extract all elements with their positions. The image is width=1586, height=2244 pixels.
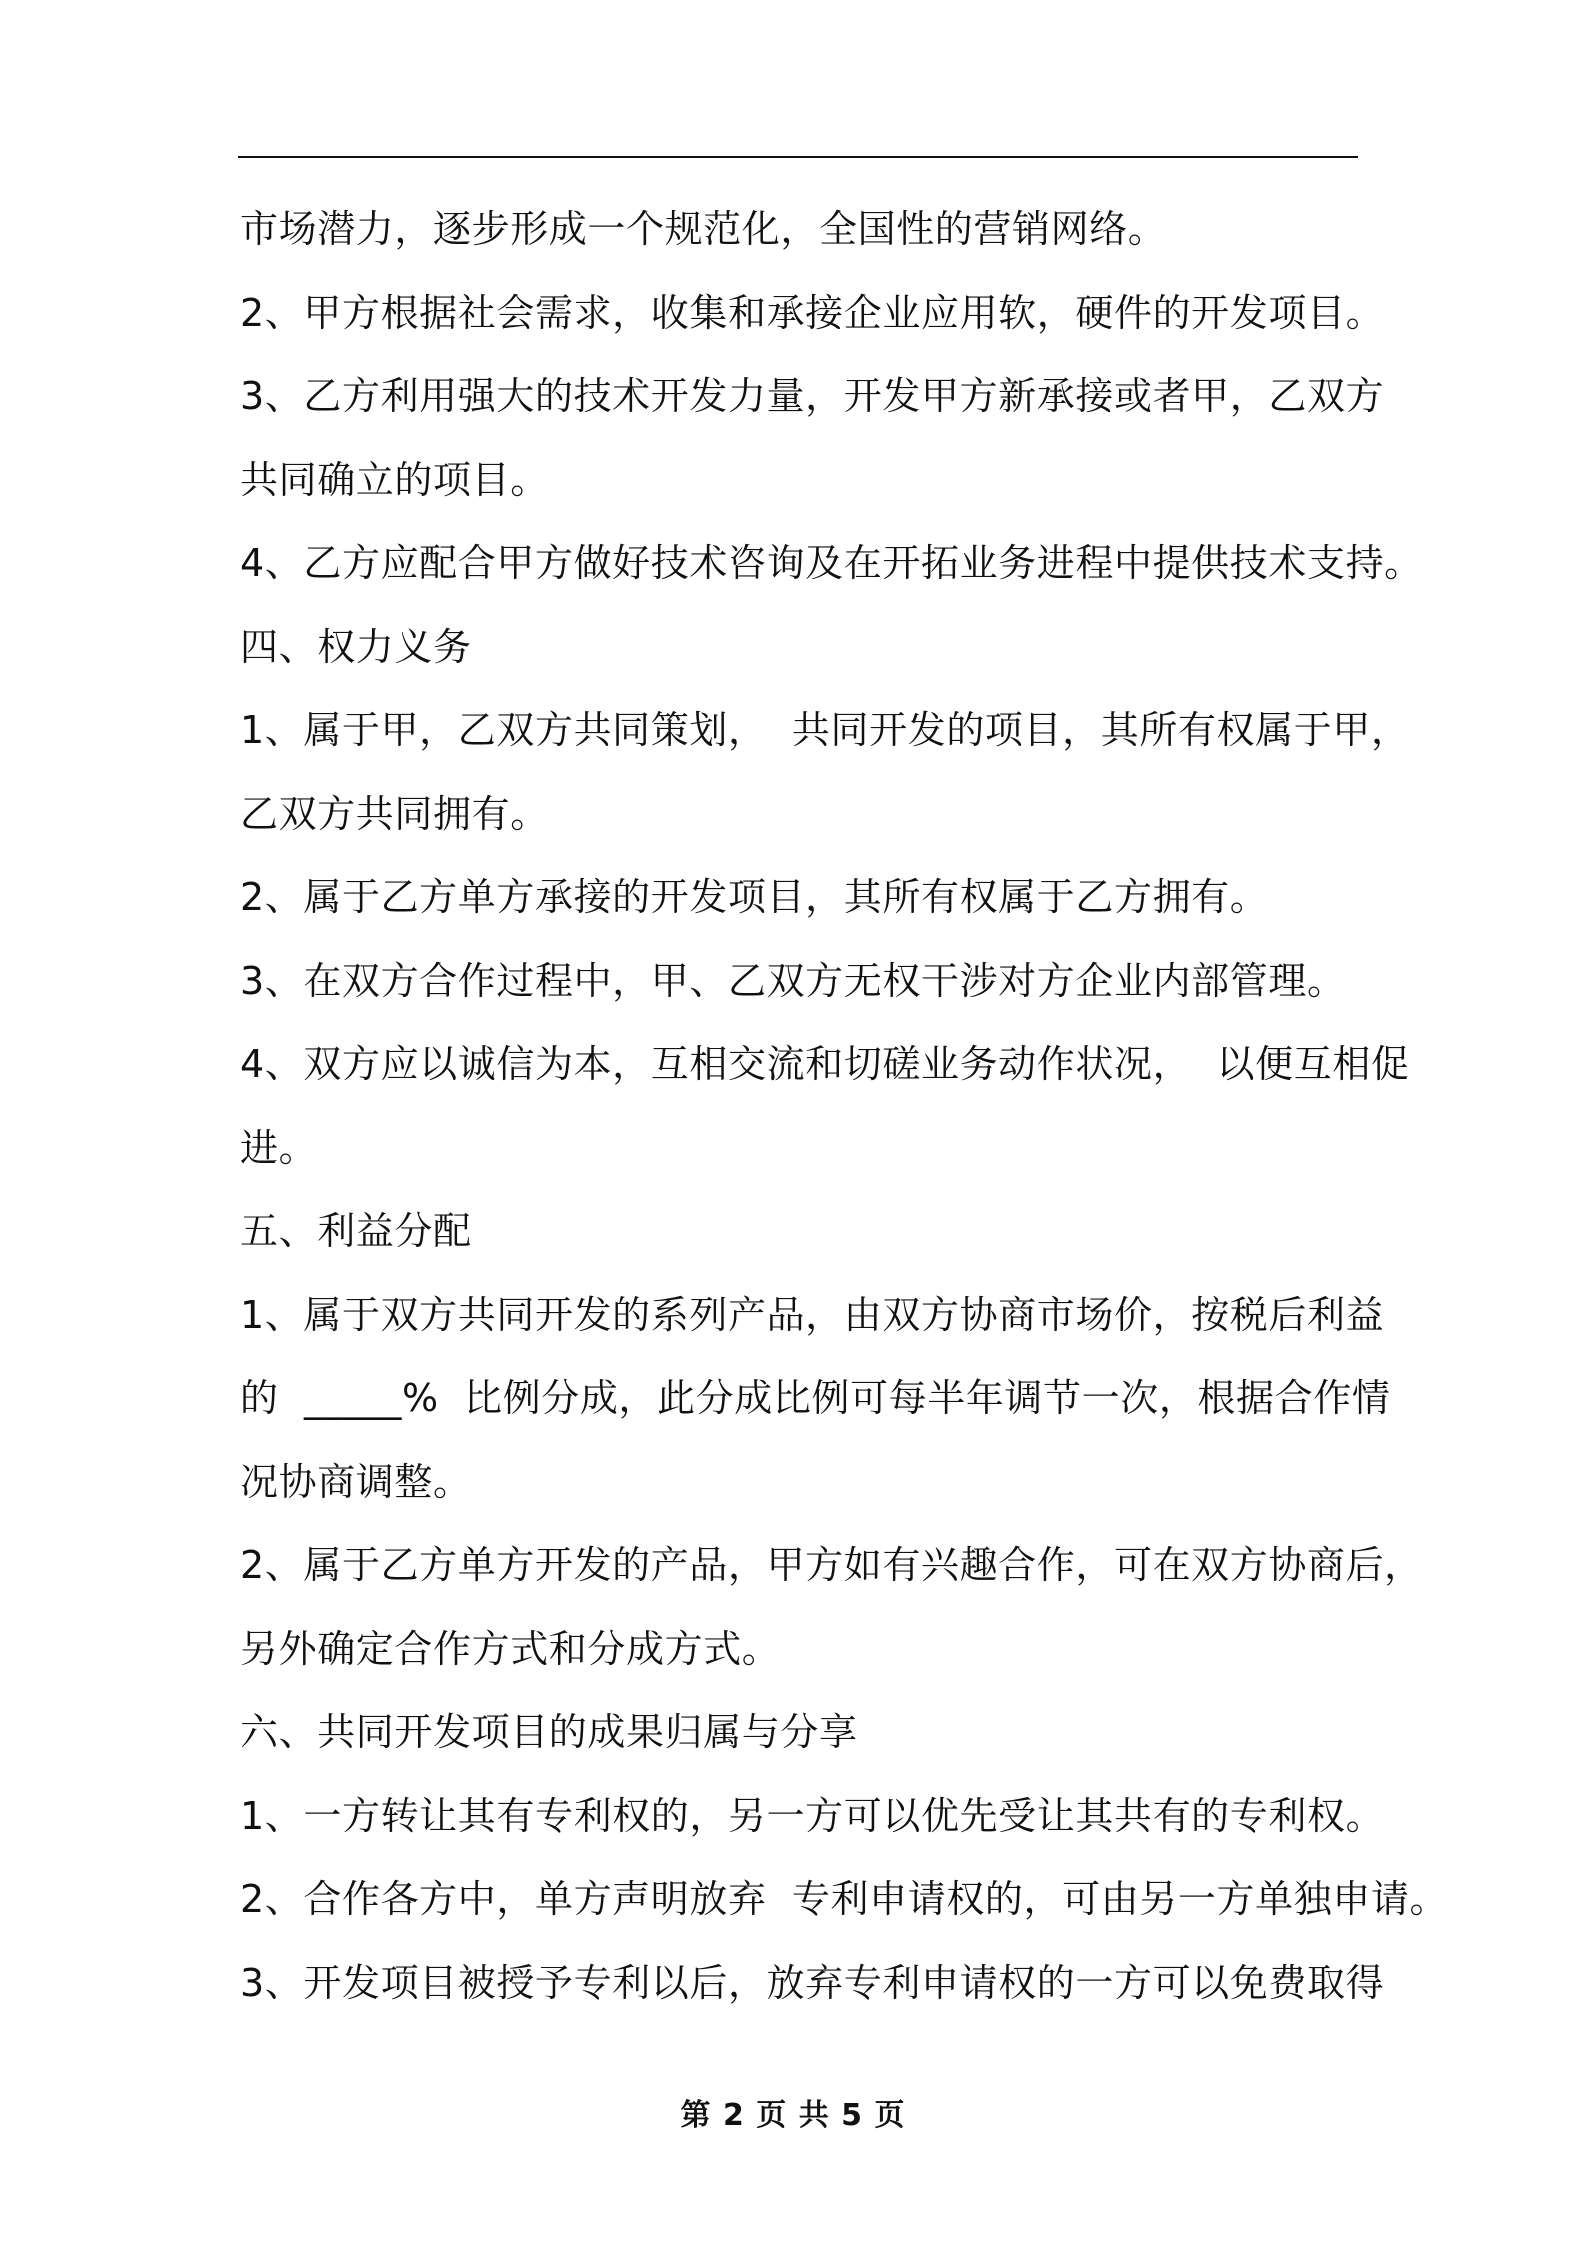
text-line: 况协商调整。 bbox=[240, 1459, 472, 1504]
text-line: 3、开发项目被授予专利以后，放弃专利申请权的一方可以免费取得 bbox=[240, 1960, 1385, 2005]
text-line: 的 _____% 比例分成，此分成比例可每半年调节一次，根据合作情 bbox=[240, 1376, 1391, 1420]
text-line: 1、属于甲，乙双方共同策划， 共同开发的项目，其所有权属于甲， bbox=[240, 708, 1410, 752]
section-heading: 四、权力义务 bbox=[240, 624, 472, 669]
text-line: 2、属于乙方单方承接的开发项目，其所有权属于乙方拥有。 bbox=[240, 875, 1269, 919]
text-line: 1、属于双方共同开发的系列产品，由双方协商市场价，按税后利益 bbox=[240, 1292, 1385, 1337]
text-line: 3、在双方合作过程中，甲、乙双方无权干涉对方企业内部管理。 bbox=[240, 958, 1346, 1003]
page-number-footer: 第 2 页 共 5 页 bbox=[680, 2098, 906, 2133]
text-line: 3、乙方利用强大的技术开发力量，开发甲方新承接或者甲，乙双方 bbox=[240, 374, 1385, 418]
section-heading: 六、共同开发项目的成果归属与分享 bbox=[240, 1710, 858, 1754]
text-line: 4、乙方应配合甲方做好技术咨询及在开拓业务进程中提供技术支持。 bbox=[240, 541, 1423, 585]
section-heading: 五、利益分配 bbox=[240, 1209, 472, 1253]
text-line: 1、一方转让其有专利权的，另一方可以优先受让其共有的专利权。 bbox=[240, 1793, 1385, 1838]
text-line: 共同确立的项目。 bbox=[240, 457, 549, 502]
text-line: 市场潜力，逐步形成一个规范化，全国性的营销网络。 bbox=[240, 207, 1167, 251]
text-line: 2、合作各方中，单方声明放弃 专利申请权的，可由另一方单独申请。 bbox=[240, 1877, 1449, 1921]
text-line: 2、属于乙方单方开发的产品，甲方如有兴趣合作，可在双方协商后， bbox=[240, 1543, 1423, 1587]
text-line: 乙双方共同拥有。 bbox=[240, 791, 549, 836]
text-line: 2、甲方根据社会需求，收集和承接企业应用软，硬件的开发项目。 bbox=[240, 290, 1385, 335]
text-line: 另外确定合作方式和分成方式。 bbox=[240, 1626, 781, 1671]
text-line: 4、双方应以诚信为本，互相交流和切磋业务动作状况， 以便互相促 bbox=[240, 1042, 1410, 1086]
text-line: 进。 bbox=[240, 1125, 318, 1170]
document-body bbox=[240, 198, 1449, 2035]
header-rule bbox=[238, 156, 1358, 158]
